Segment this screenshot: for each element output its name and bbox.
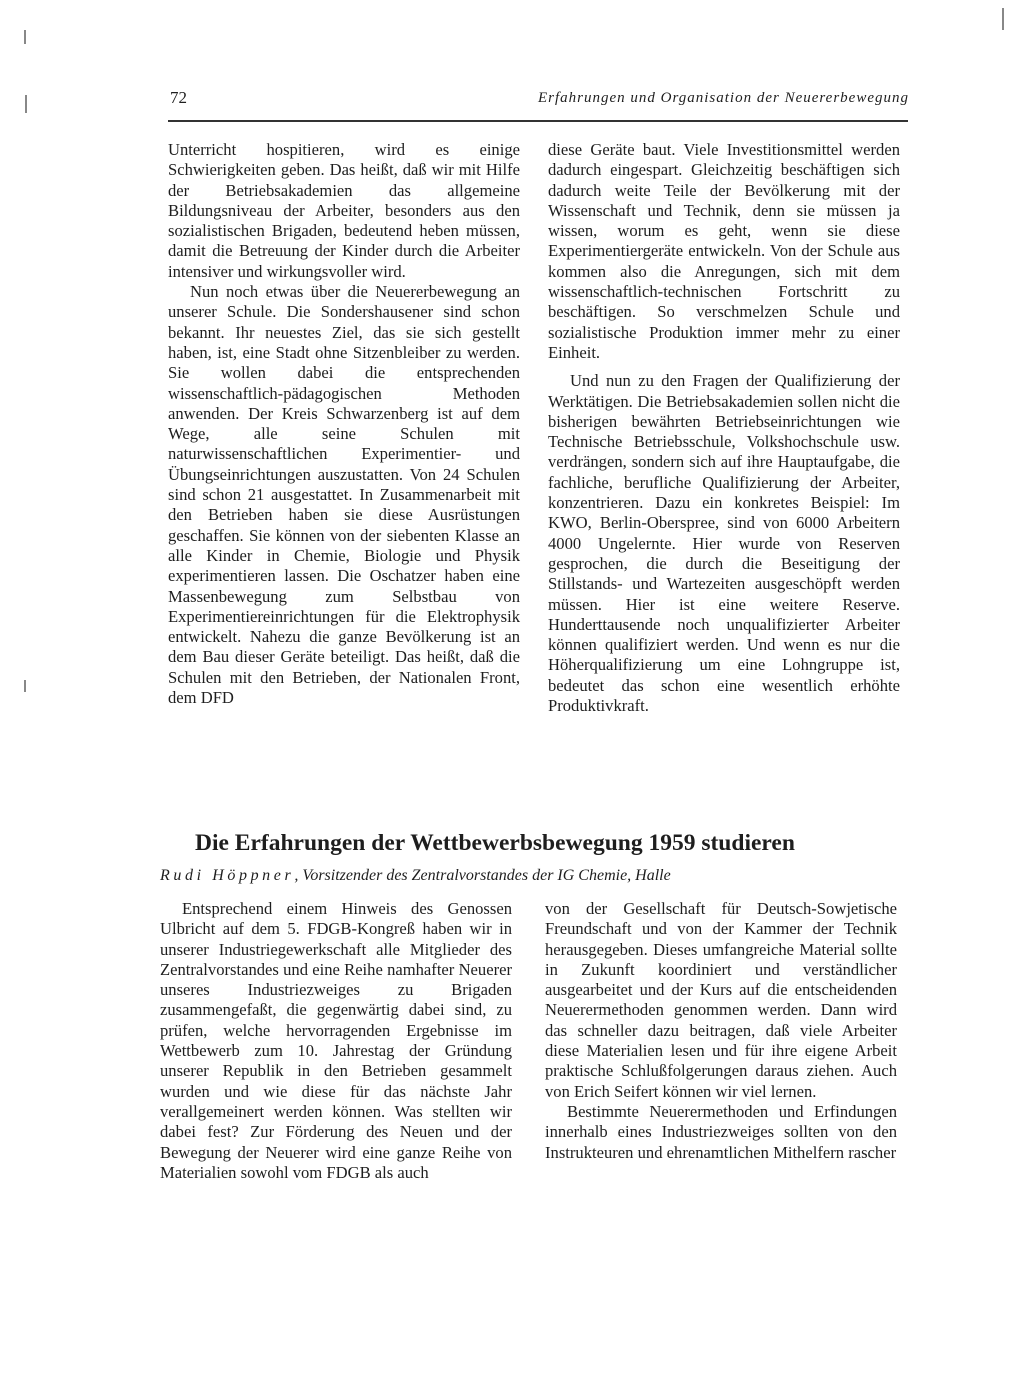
paragraph: Nun noch etwas über die Neuererbewegung an unserer Schule. Die Sondershausener sind schon bekannt. Ihr neuestes Ziel, das sie sich gestellt haben, ist, eine Stadt ohne Sitzenbleiber zu werden. Sie wollen dabei die entsprechenden wissenschaftlich-pädagogischen Methoden anwenden. Der Kreis Schwarzenberg ist auf dem Wege, alle seine Schulen mit naturwissenschaftlichen Experimentier- und Übungseinrichtungen auszustatten. Von 24 Schulen sind schon 21 ausgestattet. In Zusammenarbeit mit den Betrieben haben sie diese Ausrüstungen geschaffen. Sie können von der siebenten Klasse an alle Kinder in Chemie, Biologie und Physik experimentieren lassen. Die Oschatzer haben eine Massenbewegung zum Selbstbau von Experimentiereinrichtungen für die Elektrophysik entwickelt. Nahezu die ganze Bevölkerung ist an dem Bau dieser Geräte beteiligt. Das heißt, daß die Schulen mit den Betrieben, der Nationalen Front, dem DFD [168, 282, 520, 708]
article-right-column [545, 899, 897, 1163]
paragraph: Und nun zu den Fragen der Qualifizierung der Werktätigen. Die Betriebsakademien sollen nicht die bisherigen bewährten Betriebseinrichtungen wie Technische Betriebsschule, Volkshochschule usw. verdrängen, sondern sich auf ihre Hauptaufgabe, die fachliche, berufliche Qualifizierung der Arbeiter, konzentrieren. Dazu ein konkretes Beispiel: Im KWO, Berlin-Oberspree, sind von 6000 Arbeitern 4000 Ungelernte. Hier wurde von Reserven gesprochen, die durch die Beseitigung der Stillstands- und Wartezeiten ausgeschöpft werden müssen. Hier ist eine weitere Reserve. Hunderttausende noch unqualifizierter Arbeiter können qualifiziert werden. Und wenn es nur die Höherqualifizierung um eine Lohngruppe ist, bedeutet das schon eine wesentlich erhöhte Produktivkraft. [548, 371, 900, 716]
author-role: , Vorsitzender des Zentralvorstandes der IG Chemie, Halle [294, 867, 671, 884]
section-one-left-column [168, 140, 520, 708]
running-header: Erfahrungen und Organisation der Neuererbewegung [537, 90, 909, 106]
article-left-column [160, 899, 512, 1183]
paragraph: Bestimmte Neuerermethoden und Erfindungen innerhalb eines Industriezweiges sollten von den Instrukteuren und ehrenamtlichen Mithelfern rascher [545, 1101, 897, 1162]
page-number: 72 [170, 88, 187, 107]
scan-mark [24, 680, 26, 692]
section-one-right-column [548, 140, 900, 716]
header-rule [168, 120, 908, 122]
paragraph: von der Gesellschaft für Deutsch-Sowjetische Freundschaft und von der Kammer der Technik herausgegeben. Dieses umfangreiche Material sollte in Zukunft koordiniert und verständlicher ausgearbeitet und der Kurs auf die entscheidenden Neuerermethoden genommen werden. Dann wird das schneller dazu beitragen, daß viele Arbeiter diese Materialien lesen und für ihre eigene Arbeit praktische Schlußfolgerungen daraus ziehen. Auch von Erich Seifert können wir viel lernen. [545, 899, 897, 1101]
paragraph: Unterricht hospitieren, wird es einige Schwierigkeiten geben. Das heißt, daß wir mit Hilfe der Betriebsakademien das allgemeine Bildungsniveau der Arbeiter, besonders aus den sozialistischen Brigaden, bedeutend heben müssen, damit die Betreuung der Kinder durch die Arbeiter intensiver und wirkungsvoller wird. [168, 140, 520, 281]
author-name: Rudi Höppner [160, 867, 295, 884]
paragraph: diese Geräte baut. Viele Investitionsmittel werden dadurch eingespart. Gleichzeitig beschäftigen sich dadurch weite Teile der Bevölkerung mit der Wissenschaft und Technik, denn sie müssen ja wissen, worum es geht, wenn sie diese Experimentiergeräte entwickeln. Von der Schule aus kommen also die Anregungen, sich mit dem wissenschaftlich-technischen Fortschritt zu beschäftigen. So verschmelzen Schule und sozialistische Produktion immer mehr zu einer Einheit. [548, 140, 900, 362]
article-title: Die Erfahrungen der Wettbewerbsbewegung 1959 studieren [195, 830, 795, 856]
scan-mark [1002, 8, 1004, 30]
scan-mark [24, 30, 26, 44]
scan-mark [25, 95, 27, 113]
article-byline [160, 867, 671, 885]
paragraph: Entsprechend einem Hinweis des Genossen Ulbricht auf dem 5. FDGB-Kongreß haben wir in unserer Industriegewerkschaft alle Mitglieder des Zentralvorstandes und eine Reihe namhafter Neuerer unseres Industriezweiges zu Brigaden zusammengefaßt, die gegenwärtig dabei sind, zu prüfen, welche hervorragenden Ergebnisse im Wettbewerb zum 10. Jahrestag der Gründung unserer Republik in den Betrieben gesammelt wurden und wie diese für das nächste Jahr verallgemeinert werden können. Was stellten wir dabei fest? Zur Förderung des Neuen und der Bewegung der Neuerer wird eine ganze Reihe von Materialien sowohl vom FDGB als auch [160, 899, 512, 1182]
